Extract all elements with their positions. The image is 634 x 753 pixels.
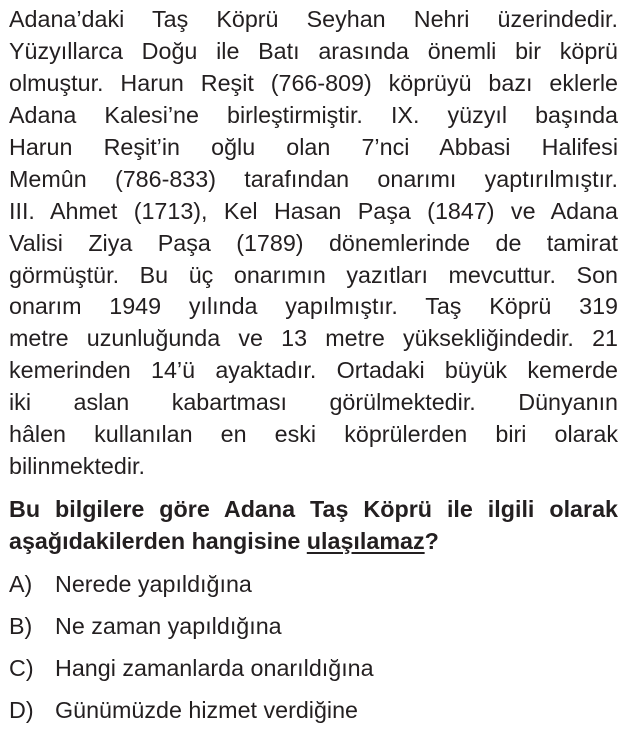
passage-line: bilinmektedir. <box>9 453 145 480</box>
option-letter: C) <box>9 655 34 682</box>
question-stem <box>9 493 618 557</box>
reading-passage <box>9 4 618 483</box>
passage-line: onarım 1949 yılında yapılmıştır. Taş Köprü 319 <box>9 293 618 320</box>
passage-line: Yüzyıllarca Doğu ile Batı arasında önemli bir köprü <box>9 37 618 64</box>
passage-line: Adana’daki Taş Köprü Seyhan Nehri üzerindedir. <box>9 6 618 32</box>
passage-line: Memûn (786-833) tarafından onarımı yaptırılmıştır. <box>9 165 618 192</box>
option-letter: A) <box>9 571 33 598</box>
passage-line: Valisi Ziya Paşa (1789) dönemlerinde de tamirat <box>9 229 618 256</box>
option-b[interactable] <box>9 605 618 647</box>
passage-line: olmuştur. Harun Reşit (766-809) köprüyü bazı eklerle <box>9 69 618 96</box>
question-line <box>9 525 618 557</box>
option-text: Nerede yapıldığına <box>55 571 252 598</box>
option-a[interactable] <box>9 563 618 605</box>
passage-line: metre uzunluğunda ve 13 metre yüksekliğindedir. 21 <box>9 325 618 352</box>
passage-line: görmüştür. Bu üç onarımın yazıtları mevcuttur. Son <box>9 261 618 288</box>
passage-line: Harun Reşit’in oğlu olan 7’nci Abbasi Halifesi <box>9 133 618 160</box>
option-letter: D) <box>9 697 34 724</box>
passage-line: iki aslan kabartması görülmektedir. Dünyanın <box>9 389 618 416</box>
underlined-keyword: ulaşılamaz <box>306 528 425 555</box>
option-text: Günümüzde hizmet verdiğine <box>55 697 359 724</box>
option-text: Hangi zamanlarda onarıldığına <box>55 655 374 682</box>
option-c[interactable] <box>9 647 618 689</box>
option-d[interactable] <box>9 689 618 731</box>
passage-line: Adana Kalesi’ne birleştirmiştir. IX. yüzyıl başında <box>9 101 618 128</box>
question-card <box>9 4 618 731</box>
passage-line: III. Ahmet (1713), Kel Hasan Paşa (1847) ve Adana <box>9 197 618 224</box>
passage-line: kemerinden 14’ü ayaktadır. Ortadaki büyük kemerde <box>9 357 618 384</box>
question-text: aşağıdakilerden hangisine <box>9 528 307 555</box>
option-text: Ne zaman yapıldığına <box>55 613 282 640</box>
passage-line: hâlen kullanılan en eski köprülerden biri olarak <box>9 421 618 448</box>
question-mark: ? <box>424 528 439 555</box>
question-line: Bu bilgilere göre Adana Taş Köprü ile ilgili olarak <box>9 496 618 523</box>
option-letter: B) <box>9 613 33 640</box>
answer-options <box>9 563 618 731</box>
